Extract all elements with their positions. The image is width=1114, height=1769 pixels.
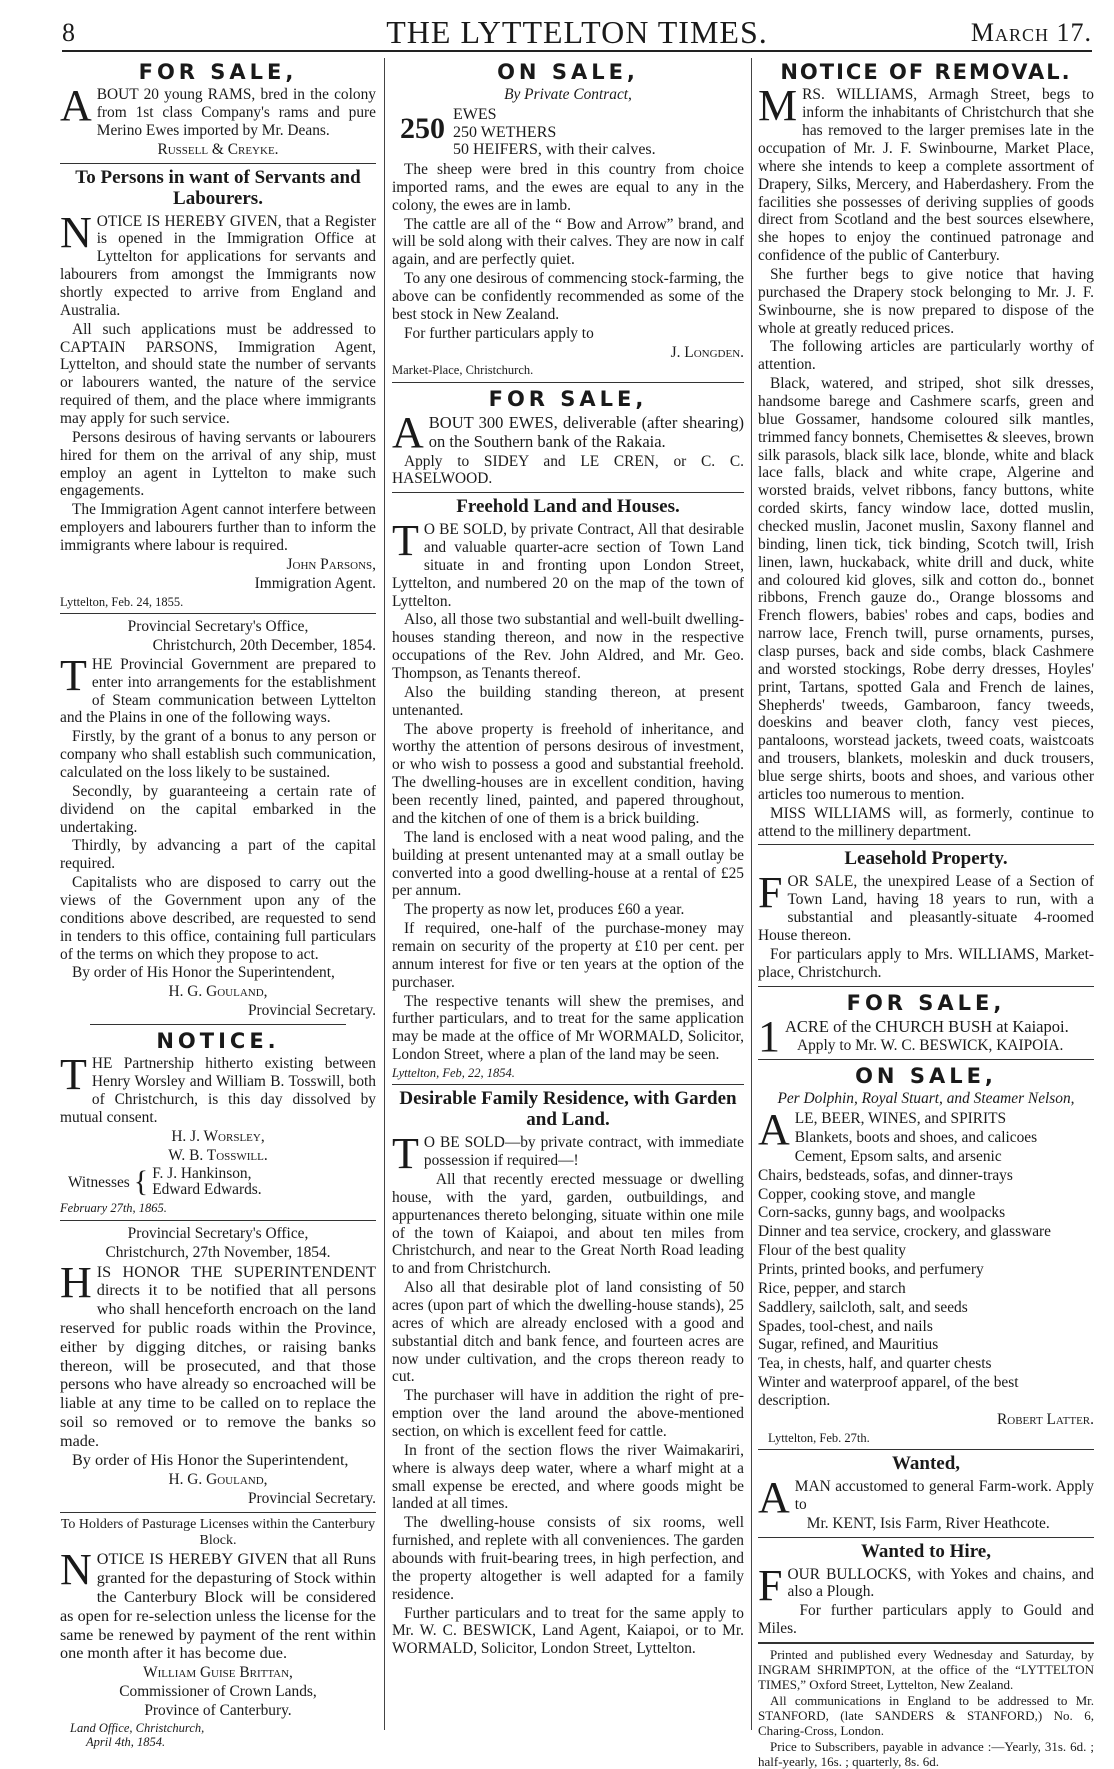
ad-paragraph: Also, all those two substantial and well-built dwelling-houses standing thereon, and now in the respective occupations of the Rev. John Aldred, and Mr. Geo. Thompson, as Tenants thereof. <box>392 611 744 683</box>
witness-name: Edward Edwards. <box>152 1181 262 1199</box>
ad-signature: H. G. Gouland, <box>168 983 268 1001</box>
ad-heading: Wanted to Hire, <box>860 1540 991 1562</box>
ad-paragraph: All such applications must be addressed to CAPTAIN PARSONS, Immigration Agent, Lyttelton, and should state the number of servants or labourers wanted, the nature of the service required of them, and the place where immigrants may apply for such service. <box>60 320 376 428</box>
drop-cap: F <box>758 868 783 918</box>
ad-paragraph: Mr. KENT, Isis Farm, River Heathcote. <box>806 1514 1050 1532</box>
drop-cap: M <box>758 81 798 131</box>
drop-cap: N <box>60 1545 92 1595</box>
ad-heading: To Persons in want of Servants and Labourers. <box>75 166 361 209</box>
ad-heading: Freehold Land and Houses. <box>456 496 680 518</box>
ad-heading: ON SALE, <box>855 1063 997 1088</box>
divider <box>90 1024 346 1025</box>
list-item: Blankets, boots and shoes, and calicoes <box>794 1128 1038 1146</box>
ad-heading: Leasehold Property. <box>844 848 1008 870</box>
ad-paragraph: All that recently erected messuage or dwelling house, with the yard, garden, outbuildings, and appurtenances thereto belonging, situate within one mile of the town of Kaiapoi, and about ten miles from Christchurch, and near to the Great North Road leading to and from Christchurch. <box>392 1170 744 1278</box>
list-item: Flour of the best quality <box>758 1242 906 1260</box>
ad-paragraph: The Immigration Agent cannot interfere between employers and labourers further than to inform the immigrants where labour is required. <box>60 501 376 555</box>
masthead <box>62 6 1092 52</box>
ad-signature-title: Provincial Secretary. <box>247 1002 376 1020</box>
divider <box>60 163 376 164</box>
ad-wanted <box>758 1454 1094 1532</box>
ad-paragraph: The land is enclosed with a neat wood paling, and the building at present untenanted may at a small outlay be converted into a good dwelling-house at a rental of £25 per annum. <box>392 828 744 900</box>
stock-item: 50 HEIFERS, with their calves. <box>453 141 656 159</box>
drop-cap: 1 <box>758 1011 780 1061</box>
witness-name: F. J. Hankinson, <box>152 1164 252 1182</box>
list-item: Rice, pepper, and starch <box>758 1279 906 1297</box>
ad-pasturage <box>60 1517 376 1750</box>
ad-paragraph: The dwelling-house consists of six rooms, well furnished, and replete with all conveniences. The garden abounds with fruit-bearing trees, in high perfection, and the property altogether is well adapted for a family residence. <box>392 1514 744 1603</box>
ad-freehold <box>392 497 744 1080</box>
ad-heading: NOTICE OF REMOVAL. <box>780 60 1072 84</box>
ad-signature-title: Immigration Agent. <box>254 574 376 592</box>
ad-signature-title: Commissioner of Crown Lands, <box>119 1682 317 1700</box>
column-3 <box>758 58 1094 1769</box>
ad-body: FOR SALE, the unexpired Lease of a Section of Town Land, having 18 years to run, with a substantial and pleasantly-situate 4-roomed House thereon. <box>758 868 1094 944</box>
ad-paragraph: For further particulars apply to <box>404 324 594 342</box>
ad-paragraph: In front of the section flows the river Waimakariri, where is always deep water, where a wharf might at a small expense be erected, and where goods might be landed at all times. <box>392 1441 744 1513</box>
ad-office: Provincial Secretary's Office, <box>127 1224 309 1242</box>
drop-cap: T <box>60 1050 87 1100</box>
ad-body: FOUR BULLOCKS, with Yokes and chains, and also a Plough. <box>758 1560 1094 1610</box>
ad-paragraph: Firstly, by the grant of a bonus to any person or company who shall establish such communication, calculated on the loss likely to be sustained. <box>60 728 376 781</box>
divider <box>758 1059 1094 1060</box>
ad-body: ABOUT 300 EWES, deliverable (after shearing) on the Southern bank of the Rakaia. <box>392 408 744 458</box>
ad-paragraph: Also all that desirable plot of land consisting of 50 acres (upon part of which the dwelling-house stands), 25 acres of which are already enclosed with a good and substantial ditch and bank fence, and fourteen acres are now under cultivation, and the crops thereon ready to cut. <box>392 1279 744 1386</box>
ad-partnership-notice <box>60 1029 376 1216</box>
ad-heading: FOR SALE, <box>488 386 648 411</box>
ad-sheep-sale <box>392 60 744 378</box>
ad-heading: To Holders of Pasturage Licenses within the Canterbury Block. <box>60 1516 376 1549</box>
divider <box>758 1537 1094 1538</box>
divider <box>60 1512 376 1513</box>
ad-body: NOTICE IS HEREBY GIVEN that all Runs granted for the depasturing of Stock within the Canterbury Block will be considered as open for re-selection unless the license for the same be renewed by payment of the rent within one month after it has become due. <box>60 1545 376 1663</box>
ad-dateline: Christchurch, 27th November, 1854. <box>105 1243 331 1261</box>
drop-cap: H <box>60 1257 92 1307</box>
list-item: Winter and waterproof apparel, of the best description. <box>758 1374 1019 1409</box>
ad-paragraph: By order of His Honor the Superintendent, <box>72 964 335 982</box>
ad-signature: William Guise Brittan, <box>143 1664 293 1682</box>
ad-residence <box>392 1089 744 1658</box>
drop-cap: A <box>758 1473 790 1523</box>
divider <box>60 613 376 614</box>
stock-count: 250 <box>400 112 445 146</box>
ad-paragraph: The above property is freehold of inheritance, and worthy the attention of persons desirous of investment, or who wish to possess a good and substantial freehold. The dwelling-houses are in excellent condition, having been recently lined, painted, and papered throughout, and the kitchen of one of them is a brick building. <box>392 720 744 827</box>
ad-office: Provincial Secretary's Office, <box>127 618 309 636</box>
ad-paragraph: Apply to Mr. W. C. BESWICK, KAIPOIA. <box>797 1036 1064 1054</box>
ad-dateline: Market-Place, Christchurch. <box>392 363 534 378</box>
drop-cap: A <box>758 1105 790 1155</box>
list-item: Spades, tool-chest, and nails <box>758 1317 933 1335</box>
ad-dateline: Land Office, Christchurch, <box>70 1720 205 1735</box>
ad-subheading: By Private Contract, <box>504 86 632 104</box>
column-2 <box>392 58 744 1730</box>
ad-body: ABOUT 20 young RAMS, bred in the colony from 1st class Company's rams and pure Merino Ewes imported by Mr. Deans. <box>60 81 376 140</box>
divider <box>758 844 1094 845</box>
stock-item: 250 WETHERS <box>453 123 557 141</box>
column-1 <box>60 58 376 1750</box>
ad-heading: ON SALE, <box>497 60 639 84</box>
stock-list <box>392 106 744 159</box>
ad-body: HIS HONOR THE SUPERINTENDENT directs it to be notified that all persons who shall henceforth encroach on the land reserved for public roads within the Province, either by digging ditches, or raising banks thereon, will be prosecuted, and that those persons who have already so encroached will be liable at any time to be called on to replace the soil so removed or to remove the banks so made. <box>60 1257 376 1450</box>
list-item: Cement, Epsom salts, and arsenic <box>794 1147 1002 1165</box>
ad-signature: John Parsons, <box>286 555 376 573</box>
divider <box>392 1084 744 1085</box>
drop-cap: A <box>60 81 92 131</box>
drop-cap: T <box>392 1129 419 1179</box>
page-number: 8 <box>62 18 75 47</box>
drop-cap: F <box>758 1560 783 1610</box>
divider <box>758 1449 1094 1450</box>
ad-paragraph: The sheep were bred in this country from choice imported rams, and the ewes are equal to any in the colony, the ewes are in lamb. <box>392 161 744 214</box>
ad-paragraph: Black, watered, and striped, shot silk dresses, handsome barege and Cashmere scarfs, green and blue Gossamer, handsome coloured silk mantles, trimmed fancy bonnets, Chemisettes & sleeves, brown silk parasols, black silk lace, blonde, white and black lace falls, black and white crape, Algerine and worsted braids, velvet ribbons, fancy buttons, white corded skirts, fancy window lace, dotted muslin, checked muslin, Jaconet muslin, Saxony flannel and binding, linen tick, tick binding, Scotch twill, Irish linen, lawn, huckaback, white drill and duck, white and coloured kid gloves, silk and cotton do., bonnet ribbons, French gauze do., Orange blossoms and French flowers, babies' robes and caps, bodies and narrow lace, French twill, purse ornaments, purses, clasp purses, back and side combs, black Cashmere and worsted stockings, Robe derry dresses, Hoyles' print, Tartans, spotted Gala and French de laines, Shepherds' tweeds, Gambaroon, fancy tweeds, doeskins and beaver cloth, fancy vest pieces, pantaloons, worstead jackets, tweed coats, waistcoats and trousers, blankets, moleskin and duck trousers, blue serge shirts, boots and shoes, and various other articles too numerous to mention. <box>758 375 1094 803</box>
list-item: Prints, printed books, and perfumery <box>758 1260 984 1278</box>
ad-paragraph: For further particulars apply to Gould and Miles. <box>758 1602 1094 1638</box>
list-item: Tea, in chests, half, and quarter chests <box>758 1355 992 1373</box>
witnesses-label: Witnesses <box>68 1173 130 1191</box>
ad-signature: J. Longden. <box>670 343 744 361</box>
ad-paragraph: The purchaser will have in addition the right of pre-emption over the land around the above-mentioned section, on which is excellent feed for cattle. <box>392 1387 744 1440</box>
ad-paragraph: The property as now let, produces £60 a year. <box>404 901 685 919</box>
list-item: Dinner and tea service, crockery, and glassware <box>758 1223 1051 1241</box>
ad-paragraph: By order of His Honor the Superintendent, <box>72 1451 349 1470</box>
ad-heading: FOR SALE, <box>846 990 1006 1015</box>
ad-leasehold <box>758 849 1094 981</box>
ad-dateline: Lyttelton, Feb. 27th. <box>768 1430 870 1445</box>
list-item: Sugar, refined, and Mauritius <box>758 1336 939 1354</box>
imprint-paragraph: Printed and published every Wednesday and Saturday, by INGRAM SHRIMPTON, at the office of the “LYTTELTON TIMES,” Oxford Street, Lyttelton, New Zealand. <box>758 1646 1094 1692</box>
witnesses <box>68 1166 376 1200</box>
stock-item: EWES <box>453 106 497 124</box>
list-item: Chairs, bedsteads, sofas, and dinner-trays <box>758 1166 1013 1184</box>
ad-paragraph: Capitalists who are disposed to carry out the views of the Government upon any of the conditions above described, are requested to send in tenders to this office, containing full particulars of the terms on which they propose to act. <box>60 874 376 963</box>
ad-subheading: Per Dolphin, Royal Stuart, and Steamer Nelson, <box>777 1090 1075 1108</box>
ad-body: T O BE SOLD—by private contract, with immediate possession if required—! <box>392 1129 744 1179</box>
ad-paragraph: The following articles are particularly worthy of attention. <box>758 338 1094 374</box>
divider <box>758 1642 1094 1644</box>
ad-dateline: Lyttelton, Feb, 22, 1854. <box>392 1065 515 1080</box>
ad-paragraph: MISS WILLIAMS will, as formerly, continue to attend to the millinery department. <box>758 804 1094 840</box>
ad-roads <box>60 1225 376 1508</box>
ad-paragraph: Apply to SIDEY and LE CREN, or C. C. HASELWOOD. <box>392 452 744 488</box>
ad-dateline: February 27th, 1865. <box>60 1201 167 1216</box>
issue-date: March 17. <box>970 18 1092 47</box>
ad-body: NOTICE IS HEREBY GIVEN, that a Register is opened in the Immigration Office at Lyttelton for applications for servants and labourers from amongst the Immigrants now shortly expected to arrive from England and Australia. <box>60 207 376 319</box>
ad-paragraph: Persons desirous of having servants or labourers hired for them on the arrival of any ship, must employ an agent in Lyttelton to make such engagements. <box>60 428 376 500</box>
ad-wanted-to-hire <box>758 1542 1094 1638</box>
imprint-paragraph: All communications in England to be addressed to Mr. STANFORD, (late SANDERS & STANFORD,) No. 6, Charing-Cross, London. <box>758 1692 1094 1738</box>
ad-signature: Robert Latter. <box>997 1410 1094 1428</box>
ad-signature: H. G. Gouland, <box>168 1471 268 1489</box>
divider <box>60 1220 376 1221</box>
ad-body: THE Provincial Government are prepared to enter into arrangements for the establishment of Steam communication between Lyttelton and the Plains in one of the following ways. <box>60 650 376 727</box>
ad-signature: H. J. Worsley, <box>171 1127 265 1145</box>
ad-signature-title: Province of Canterbury. <box>144 1701 292 1719</box>
ad-dateline: Christchurch, 20th December, 1854. <box>152 636 376 654</box>
ad-church-bush <box>758 990 1094 1061</box>
ad-heading: Desirable Family Residence, with Garden and Land. <box>399 1088 737 1131</box>
ad-removal <box>758 60 1094 840</box>
ad-heading: FOR SALE, <box>138 60 298 84</box>
imprint <box>758 1648 1094 1769</box>
ad-paragraph: Thirdly, by advancing a part of the capital required. <box>60 837 376 873</box>
divider <box>758 986 1094 987</box>
ad-dateline: April 4th, 1854. <box>86 1735 166 1750</box>
column-divider-1 <box>384 58 385 1730</box>
list-item: ALE, BEER, WINES, and SPIRITS <box>758 1105 1007 1155</box>
newspaper-title: THE LYTTELTON TIMES. <box>386 14 768 50</box>
ad-paragraph: Also the building standing thereon, at present untenanted. <box>392 683 744 719</box>
ad-body: 1 ACRE of the CHURCH BUSH at Kaiapoi. <box>758 1011 1069 1061</box>
ad-servants <box>60 168 376 609</box>
ad-body: MRS. WILLIAMS, Armagh Street, begs to inform the inhabitants of Christchurch that she has removed to the larger premises late in the occupation of Mr. J. F. Swinbourne, Market Place, where she intends to keep a complete assortment of Drapery, Silks, Mercery, and Haberdashery. From the facilities she possesses of deriving supplies of goods direct from Scotland and the best sources elsewhere, she hopes to enjoy the continued patronage and confidence of the public of Canterbury. <box>758 81 1094 265</box>
goods-list <box>758 1105 1094 1410</box>
ad-ewes-sale <box>392 387 744 488</box>
drop-cap: N <box>60 207 92 257</box>
drop-cap: A <box>392 408 424 458</box>
ad-paragraph: For particulars apply to Mrs. WILLIAMS, Market-place, Christchurch. <box>758 945 1094 981</box>
ad-rams <box>60 60 376 159</box>
divider <box>392 382 744 383</box>
drop-cap: T <box>392 516 419 566</box>
ad-dateline: Lyttelton, Feb. 24, 1855. <box>60 594 184 609</box>
ad-signature: W. B. Tosswill. <box>168 1146 268 1164</box>
ad-heading: NOTICE. <box>156 1029 280 1054</box>
list-item: Saddlery, sailcloth, salt, and seeds <box>758 1298 968 1316</box>
ad-body: AMAN accustomed to general Farm-work. Apply to <box>758 1473 1094 1523</box>
column-divider-2 <box>751 58 752 1730</box>
ad-paragraph: If required, one-half of the purchase-money may remain on security of the property at £10 per cent. per annum interest for five or ten years at the option of the purchaser. <box>392 920 744 991</box>
ad-body: T O BE SOLD, by private Contract, All that desirable and valuable quarter-acre section of Town Land situate in and fronting upon London Street, Lyttelton, and numbered 20 on the map of the town of Lyttelton. <box>392 516 744 610</box>
list-item: Corn-sacks, gunny bags, and woolpacks <box>758 1204 1006 1222</box>
ad-paragraph: Secondly, by guaranteeing a certain rate of dividend on the capital embarked in the undertaking. <box>60 782 376 836</box>
ad-paragraph: Further particulars and to treat for the same apply to Mr. W. C. BESWICK, Land Agent, Kaiapoi, or to Mr. WORMALD, Solicitor, London Street, Lyttelton. <box>392 1604 744 1658</box>
ad-heading: Wanted, <box>891 1453 961 1475</box>
ad-signature: Russell & Creyke. <box>157 140 279 158</box>
ad-paragraph: The respective tenants will shew the premises, and further particulars, and to treat for the same application may be made at the office of Mr WORMALD, Solicitor, London Street, where a plan of the land may be seen. <box>392 992 744 1064</box>
imprint-paragraph: Price to Subscribers, payable in advance :—Yearly, 31s. 6d. ; half-yearly, 16s. ; quarterly, 8s. 6d. <box>758 1738 1094 1769</box>
ad-paragraph: She further begs to give notice that having purchased the Drapery stock belonging to Mr. J. F. Swinbourne, she is now prepared to dispose of the whole at greatly reduced prices. <box>758 265 1094 337</box>
ad-ale-sale <box>758 1064 1094 1445</box>
ad-signature-title: Provincial Secretary. <box>247 1490 376 1508</box>
ad-body: THE Partnership hitherto existing between Henry Worsley and William B. Tosswill, both of Christchurch, is this day dissolved by mutual consent. <box>60 1050 376 1126</box>
ad-paragraph: The cattle are all of the “ Bow and Arrow” brand, and will be sold along with their calves. They are now in calf again, and are perfectly quiet. <box>392 215 744 269</box>
ad-steam <box>60 618 376 1020</box>
brace: { <box>133 1165 149 1199</box>
divider <box>392 492 744 493</box>
list-item: Copper, cooking stove, and mangle <box>758 1185 976 1203</box>
drop-cap: T <box>60 650 87 700</box>
ad-paragraph: To any one desirous of commencing stock-farming, the above can be confidently recommended as some of the best stock in New Zealand. <box>392 270 744 323</box>
